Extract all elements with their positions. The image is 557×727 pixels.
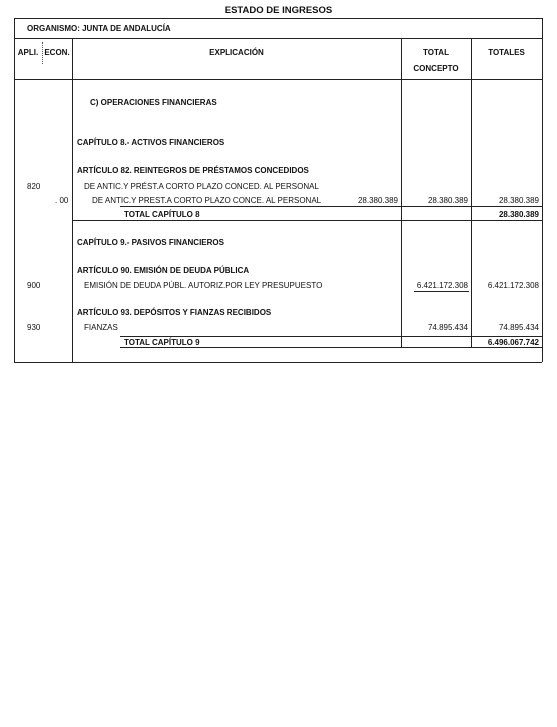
header-total-concepto-2: CONCEPTO [413, 64, 459, 73]
total-capitulo9-label: TOTAL CAPÍTULO 9 [124, 338, 200, 347]
header-explicacion: EXPLICACIÓN [209, 48, 264, 57]
capitulo9-title: CAPÍTULO 9.- PASIVOS FINANCIEROS [77, 238, 224, 247]
total-capitulo8-value: 28.380.389 [498, 210, 539, 219]
code-900: 900 [27, 281, 41, 290]
concepto-900-total: 6.421.172.308 [416, 281, 468, 290]
total-capitulo9-value: 6.496.067.742 [487, 338, 539, 347]
articulo82-title: ARTÍCULO 82. REINTEGROS DE PRÉSTAMOS CONCEDIDOS [77, 166, 309, 175]
concepto-930-total: 74.895.434 [427, 323, 468, 332]
capitulo8-title: CAPÍTULO 8.- ACTIVOS FINANCIEROS [77, 138, 225, 147]
header-total-concepto-1: TOTAL [423, 48, 449, 57]
subconcepto-820-00: DE ANTIC.Y PREST.A CORTO PLAZO CONCE. AL PERSONAL [92, 196, 322, 205]
organismo-label: ORGANISMO: JUNTA DE ANDALUCÍA [27, 24, 171, 33]
header-totales: TOTALES [488, 48, 525, 57]
total-capitulo8-label: TOTAL CAPÍTULO 8 [124, 210, 200, 219]
header-econ: ECON. [44, 48, 70, 57]
concepto-930-totales: 74.895.434 [498, 323, 539, 332]
concepto-820-totales: 28.380.389 [498, 196, 539, 205]
section-title: C) OPERACIONES FINANCIERAS [90, 98, 217, 107]
econ-00: . 00 [55, 196, 69, 205]
concepto-820: DE ANTIC.Y PRÉST.A CORTO PLAZO CONCED. AL PERSONAL [84, 182, 319, 191]
concepto-900: EMISIÓN DE DEUDA PÚBL. AUTORIZ.POR LEY PRESUPUESTO [84, 281, 323, 290]
document-title: ESTADO DE INGRESOS [224, 5, 333, 16]
concepto-820-total: 28.380.389 [427, 196, 468, 205]
code-820: 820 [27, 182, 41, 191]
subconcepto-amount: 28.380.389 [357, 196, 398, 205]
concepto-930: FIANZAS [84, 323, 118, 332]
concepto-900-totales: 6.421.172.308 [487, 281, 539, 290]
header-apli: APLI. [17, 48, 39, 57]
articulo93-title: ARTÍCULO 93. DEPÓSITOS Y FIANZAS RECIBIDOS [77, 308, 272, 317]
code-930: 930 [27, 323, 41, 332]
articulo90-title: ARTÍCULO 90. EMISIÓN DE DEUDA PÚBLICA [77, 266, 250, 275]
